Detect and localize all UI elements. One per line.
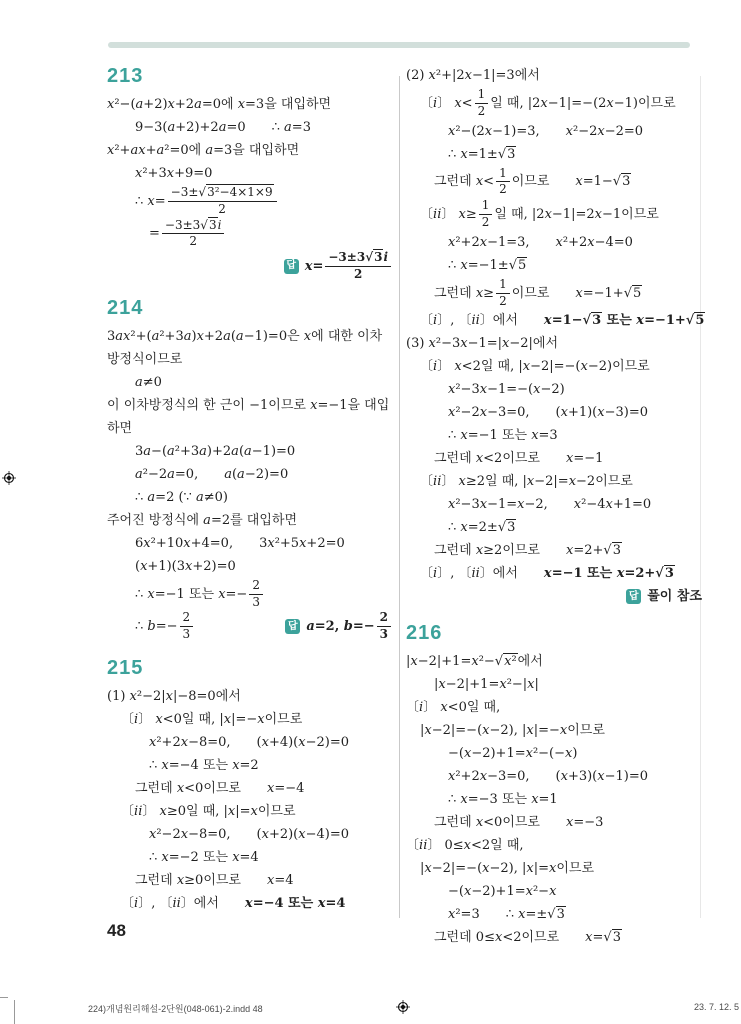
solution-line: x²+2x−3=0, (x+3)(x−1)=0: [448, 769, 648, 785]
footer-date: 23. 7. 12. 5: [693, 1002, 739, 1012]
footer-filename: 224)개념원리해설-2단원(048-061)-2.indd 48: [88, 1004, 263, 1014]
solution-line: 9−3(a+2)+2a=0 ∴ a=3: [135, 120, 311, 135]
solution-line: 그런데 x≥ $\frac{1}{2}$ 이므로 x=−1+√5: [434, 276, 642, 308]
solution-line: |x−2|=−(x−2), |x|=−x이므로: [420, 723, 605, 739]
solution-line: 3ax²+(a²+3a)x+2a(a−1)=0은 x에 대한 이차: [107, 328, 383, 344]
solution-line: a²−2a=0, a(a−2)=0: [135, 466, 289, 482]
solution-line: 〔i〕, 〔ii〕에서 x=−4 또는 x=4: [121, 895, 346, 911]
solution-line: |x−2|=−(x−2), |x|=x이므로: [420, 861, 595, 877]
solution-line: −(x−2)+1=x²−x: [448, 884, 557, 900]
solution-line: x²+ax+a²=0에 a=3을 대입하면: [107, 143, 300, 158]
solution-line: ∴ x=−3 또는 x=1: [448, 792, 558, 808]
solution-line: 〔ii〕 0≤x<2일 때,: [406, 838, 524, 854]
solution-line: (1) x²−2|x|−8=0에서: [107, 688, 241, 704]
solution-line: 〔ii〕 x≥0일 때, |x|=x이므로: [121, 803, 296, 819]
solution-line: x²−2x−8=0, (x+2)(x−4)=0: [149, 826, 349, 842]
solution-line: ∴ x=−1 또는 x=− $\frac{2}{3}$: [107, 578, 393, 611]
solution-line: x²−(a+2)x+2a=0에 x=3을 대입하면: [107, 97, 332, 112]
solution-line: 그런데 x<0이므로 x=−4: [135, 780, 305, 796]
solution-line: (2) x²+|2x−1|=3에서: [406, 68, 540, 83]
registration-mark-icon: [2, 471, 16, 485]
solution-line: 〔i〕 x<0일 때, |x|=−x이므로: [121, 711, 303, 727]
column-divider: [399, 76, 400, 918]
solution-line: ∴ x=1±√3: [448, 146, 516, 162]
solution-line: ∴ x=2±√3: [448, 520, 516, 536]
solution-line: 〔i〕 x< $\frac{1}{2}$ 일 때, |2x−1|=−(2x−1)이므로: [420, 87, 676, 118]
solution-line: 6x²+10x+4=0, 3x²+5x+2=0: [135, 535, 345, 551]
solution-column-left: [107, 64, 393, 915]
solution-line: 〔i〕, 〔ii〕에서 x=−1 또는 x=2+√3: [420, 566, 674, 582]
solution-line: x²−3x−1=−(x−2): [448, 382, 565, 398]
solution-column-right: [406, 64, 705, 949]
solution-line: 그런데 x<0이므로 x=−3: [434, 815, 604, 831]
solution-line: ∴ x=−1 또는 x=3: [448, 428, 558, 444]
solution-line: 〔ii〕 x≥ $\frac{1}{2}$ 일 때, |2x−1|=2x−1이므로: [420, 198, 659, 229]
solution-line: ∴ a=2 (∵ a≠0): [135, 489, 228, 505]
answer-badge-icon: 답: [284, 259, 299, 274]
solution-line: 주어진 방정식에 a=2를 대입하면: [107, 512, 298, 528]
answer-badge-icon: 답: [285, 619, 300, 634]
solution-line: |x−2|+1=x²−|x|: [434, 677, 539, 693]
solution-line: = $\frac{-3\pm 3√3i}{2}$: [107, 218, 393, 251]
solution-line: 〔ii〕 x≥2일 때, |x−2|=x−2이므로: [420, 474, 633, 490]
problem-number: 214: [107, 296, 144, 319]
solution-line: (x+1)(3x+2)=0: [135, 558, 236, 574]
solution-line: 〔i〕 x<2일 때, |x−2|=−(x−2)이므로: [420, 359, 650, 375]
answer-line: 답 풀이 참조: [406, 585, 702, 608]
solution-line: (3) x²−3x−1=|x−2|에서: [406, 336, 559, 352]
trim-mark: [14, 1000, 15, 1024]
header-accent-bar: [108, 42, 690, 48]
solution-line: 방정식이므로: [107, 351, 183, 367]
solution-line: x²+2x−1=3, x²+2x−4=0: [448, 234, 633, 250]
solution-line: x²−(2x−1)=3, x²−2x−2=0: [448, 123, 644, 139]
solution-line: 그런데 x< $\frac{1}{2}$ 이므로 x=1−√3: [434, 165, 631, 197]
solution-line: x²=3 ∴ x=±√3: [448, 907, 565, 923]
solution-line: |x−2|+1=x²−√x²에서: [406, 654, 543, 670]
solution-line: a≠0: [135, 374, 162, 390]
solution-line: ∴ x=−1±√5: [448, 257, 527, 273]
solution-line: 3a−(a²+3a)+2a(a−1)=0: [135, 443, 296, 459]
solution-line: −(x−2)+1=x²−(−x): [448, 746, 578, 762]
registration-mark-icon: [396, 1000, 410, 1014]
answer-line: 답 x= $\frac{-3\pm 3√3i}{2}$: [107, 250, 393, 283]
solution-line: x²−2x−3=0, (x+1)(x−3)=0: [448, 405, 648, 421]
solution-line: x²+2x−8=0, (x+4)(x−2)=0: [149, 734, 349, 750]
page-number: 48: [107, 921, 126, 940]
solution-line: 〔i〕, 〔ii〕에서 x=1−√3 또는 x=−1+√5: [420, 313, 705, 329]
solution-line: 하면: [107, 420, 133, 436]
solution-line: 〔i〕 x<0일 때,: [406, 700, 501, 716]
solution-line: 이 이차방정식의 한 근이 −1이므로 x=−1을 대입: [107, 397, 390, 413]
problem-number: 215: [107, 656, 144, 679]
answer-line: ∴ b=− $\frac{2}{3}$ 답 a=2, b=− $\frac{2}{3}$: [107, 610, 393, 643]
solution-line: 그런데 x<2이므로 x=−1: [434, 451, 604, 467]
solution-line: 그런데 x≥0이므로 x=4: [135, 872, 294, 888]
solution-line: 그런데 0≤x<2이므로 x=√3: [434, 930, 621, 946]
problem-number: 213: [107, 65, 144, 87]
solution-line: ∴ x= $\frac{\text{−3±√3²−4×1×9}}{2}$: [107, 185, 393, 218]
solution-line: x²−3x−1=x−2, x²−4x+1=0: [448, 497, 652, 513]
solution-line: ∴ x=−4 또는 x=2: [149, 757, 259, 773]
answer-badge-icon: 답: [626, 589, 641, 604]
problem-number: 216: [406, 622, 443, 645]
solution-line: x²+3x+9=0: [135, 166, 213, 181]
solution-line: ∴ x=−2 또는 x=4: [149, 849, 259, 865]
solution-line: 그런데 x≥2이므로 x=2+√3: [434, 543, 621, 559]
trim-mark: [0, 997, 8, 998]
